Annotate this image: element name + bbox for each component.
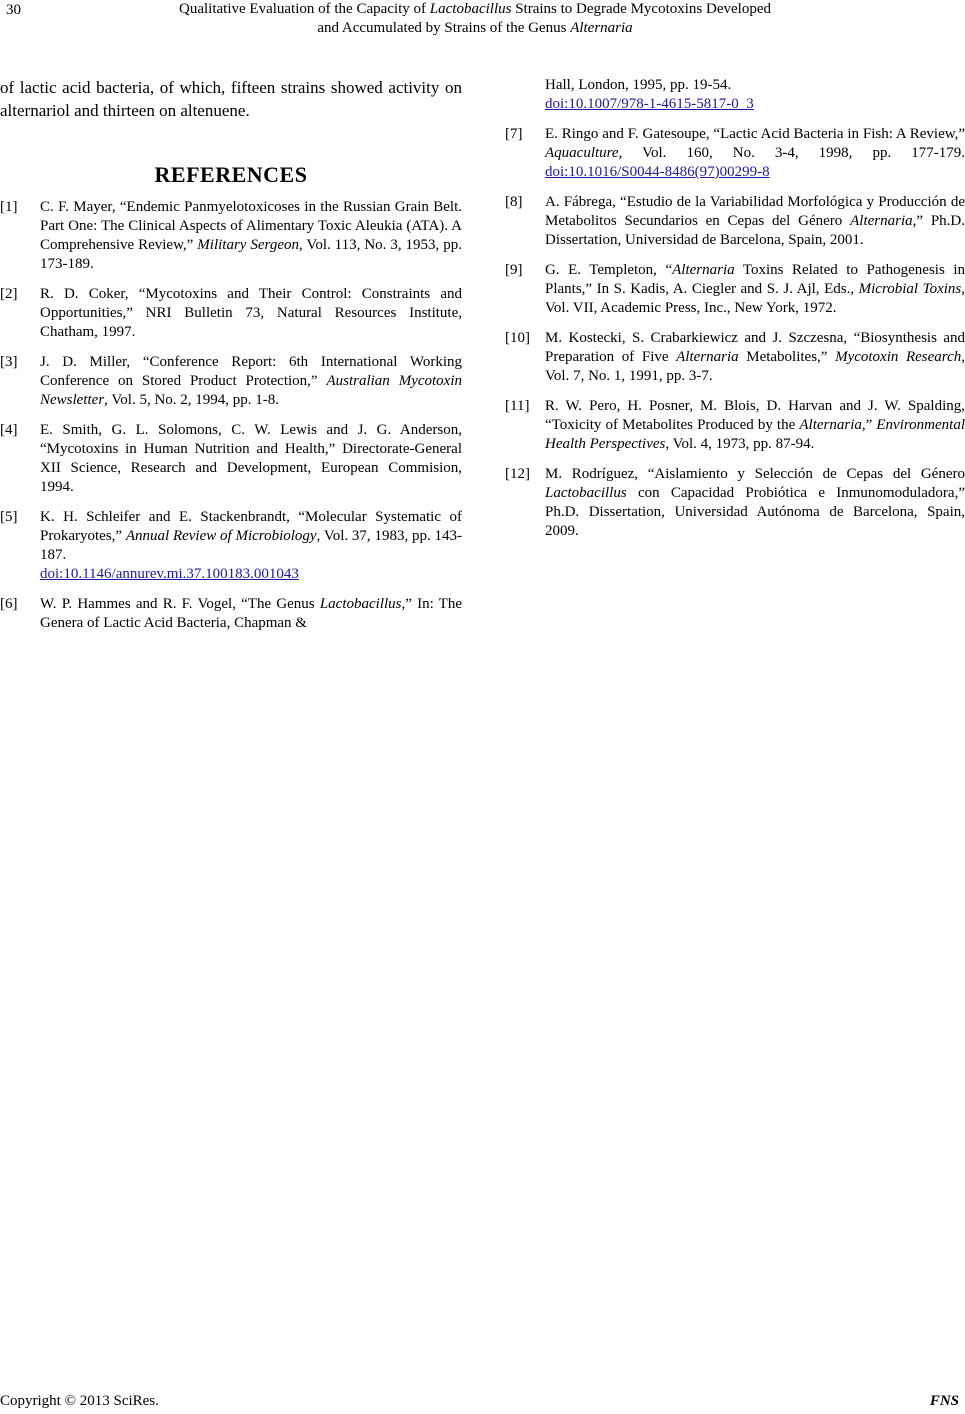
intro-paragraph: of lactic acid bacteria, of which, fifteen strains showed activity on alternariol and thirteen on altenuene. — [0, 78, 462, 120]
ref-part: , Vol. 37, 1983, pp. 143-187. — [40, 528, 462, 563]
ref-part: , Vol. 5, No. 2, 1994, pp. 1-8. — [104, 392, 280, 408]
ref-part: Toxins Related to Pathogenesis in Plants,” In S. Kadis, A. Ciegler and S. J. Ajl, Eds., — [545, 262, 965, 297]
reference-7 — [505, 125, 965, 182]
ref-italic: Alternaria — [672, 262, 735, 278]
header-italic: Lactobacillus — [429, 1, 512, 17]
reference-number: [5] — [0, 509, 18, 525]
ref-part: Metabolites,” — [738, 349, 836, 365]
header-text: Strains to Degrade Mycotoxins Developed — [511, 1, 771, 17]
ref-part: , Vol. 160, No. 3-4, 1998, pp. 177-179. — [618, 145, 965, 161]
ref-part: A. Fábrega, “Estudio de la Variabilidad Morfológica y Producción de Metabolitos Secundarios en Cepas del Género — [545, 194, 965, 229]
ref-journal: Microbial Toxins — [858, 281, 962, 297]
ref-part: E. Ringo and F. Gatesoupe, “Lactic Acid Bacteria in Fish: A Review,” — [545, 126, 965, 142]
reference-6-continued — [545, 76, 965, 114]
reference-10 — [505, 329, 965, 386]
reference-text: R. D. Coker, “Mycotoxins and Their Control: Constraints and Opportunities,” NRI Bulletin 73, Natural Resources Institute, Chatham, 1997. — [40, 286, 462, 340]
reference-5 — [0, 508, 462, 584]
page-number: 30 — [6, 2, 21, 18]
reference-text — [545, 397, 965, 454]
reference-text — [545, 261, 965, 318]
reference-11 — [505, 397, 965, 454]
ref-journal: Environmental Health Perspectives — [545, 417, 965, 452]
footer-journal: FNS — [929, 1393, 959, 1409]
ref-part: G. E. Templeton, “ — [545, 262, 673, 278]
ref-part: , Vol. 4, 1973, pp. 87-94. — [665, 436, 815, 452]
ref-italic: Lactobacillus — [545, 485, 627, 501]
reference-9 — [505, 261, 965, 318]
ref-part: Hall, London, 1995, pp. 19-54. — [545, 77, 732, 93]
ref-italic: Alternaria — [799, 417, 862, 433]
reference-number: [12] — [505, 466, 530, 482]
ref-part: W. P. Hammes and R. F. Vogel, “The Genus — [40, 596, 320, 612]
ref-part: ,” — [861, 417, 877, 433]
running-header-line-1 — [80, 0, 870, 19]
reference-number: [11] — [505, 398, 530, 414]
doi-link[interactable]: doi:10.1007/978-1-4615-5817-0_3 — [545, 96, 754, 112]
left-column — [0, 76, 462, 644]
reference-text — [40, 198, 462, 274]
doi-link[interactable]: doi:10.1016/S0044-8486(97)00299-8 — [545, 164, 770, 180]
ref-part: R. W. Pero, H. Posner, M. Blois, D. Harvan and J. W. Spalding, “Toxicity of Metabolites Produced by the — [545, 398, 965, 433]
reference-number: [9] — [505, 262, 523, 278]
right-column — [505, 76, 965, 552]
running-header — [80, 0, 870, 38]
ref-journal: Aquaculture — [545, 145, 619, 161]
doi-link[interactable]: doi:10.1146/annurev.mi.37.100183.001043 — [40, 566, 299, 582]
reference-6 — [0, 595, 462, 633]
ref-italic: Alternaria — [676, 349, 739, 365]
references-heading: REFERENCES — [154, 162, 308, 187]
reference-number: [8] — [505, 194, 523, 210]
reference-text — [40, 508, 462, 584]
ref-part: M. Rodríguez, “Aislamiento y Selección de Cepas del Género — [545, 466, 965, 482]
reference-text — [545, 465, 965, 541]
ref-italic: Lactobacillus — [319, 596, 402, 612]
reference-number: [3] — [0, 354, 18, 370]
running-header-line-2 — [80, 19, 870, 38]
ref-part: M. Kostecki, S. Crabarkiewicz and J. Szczesna, “Biosynthesis and Preparation of Five — [545, 330, 965, 365]
ref-journal: Australian Mycotoxin Newsletter — [40, 373, 462, 408]
reference-number: [6] — [0, 596, 18, 612]
reference-8 — [505, 193, 965, 250]
reference-3 — [0, 353, 462, 410]
ref-part: ,” In: The Genera of Lactic Acid Bacteria, Chapman & — [40, 596, 463, 631]
reference-number: [10] — [505, 330, 530, 346]
footer-copyright: Copyright © 2013 SciRes. — [0, 1393, 159, 1409]
ref-part: , Vol. 7, No. 1, 1991, pp. 3-7. — [545, 349, 965, 384]
reference-text: E. Smith, G. L. Solomons, C. W. Lewis and J. G. Anderson, “Mycotoxins in Human Nutrition and Health,” Directorate-General XII Science, Research and Development, European Commision, 1994. — [40, 422, 462, 495]
reference-number: [1] — [0, 199, 18, 215]
reference-number: [2] — [0, 286, 18, 302]
header-text: Qualitative Evaluation of the Capacity of — [179, 1, 430, 17]
ref-part: K. H. Schleifer and E. Stackenbrandt, “Molecular Systematic of Prokaryotes,” — [40, 509, 462, 544]
ref-part: C. F. Mayer, “Endemic Panmyelotoxicoses in the Russian Grain Belt. Part One: The Clinical Aspects of Alimentary Toxic Aleukia (ATA). A Comprehensive Review,” — [40, 199, 462, 253]
reference-2 — [0, 285, 462, 342]
header-text: and Accumulated by Strains of the Genus — [317, 20, 571, 36]
ref-part: , Vol. VII, Academic Press, Inc., New York, 1972. — [545, 281, 965, 316]
reference-text — [545, 125, 965, 182]
reference-text — [40, 595, 462, 633]
reference-4 — [0, 421, 462, 497]
ref-part: , Vol. 113, No. 3, 1953, pp. 173-189. — [40, 237, 462, 272]
ref-part: J. D. Miller, “Conference Report: 6th International Working Conference on Stored Product Protection,” — [40, 354, 462, 389]
header-italic: Alternaria — [570, 20, 633, 36]
ref-italic: Alternaria — [850, 213, 913, 229]
ref-journal: Annual Review of Microbiology — [125, 528, 317, 544]
reference-number: [7] — [505, 126, 523, 142]
ref-part: con Capacidad Probiótica e Inmunomoduladora,” Ph.D. Dissertation, Universidad Autónoma de Barcelona, Spain, 2009. — [545, 485, 965, 539]
reference-12 — [505, 465, 965, 541]
reference-text — [545, 193, 965, 250]
reference-text — [40, 353, 462, 410]
reference-number: [4] — [0, 422, 18, 438]
ref-journal: Military Sergeon — [197, 237, 299, 253]
reference-text — [545, 329, 965, 386]
reference-1 — [0, 198, 462, 274]
ref-part: ,” Ph.D. Dissertation, Universidad de Barcelona, Spain, 2001. — [545, 213, 965, 248]
ref-journal: Mycotoxin Research — [835, 349, 962, 365]
